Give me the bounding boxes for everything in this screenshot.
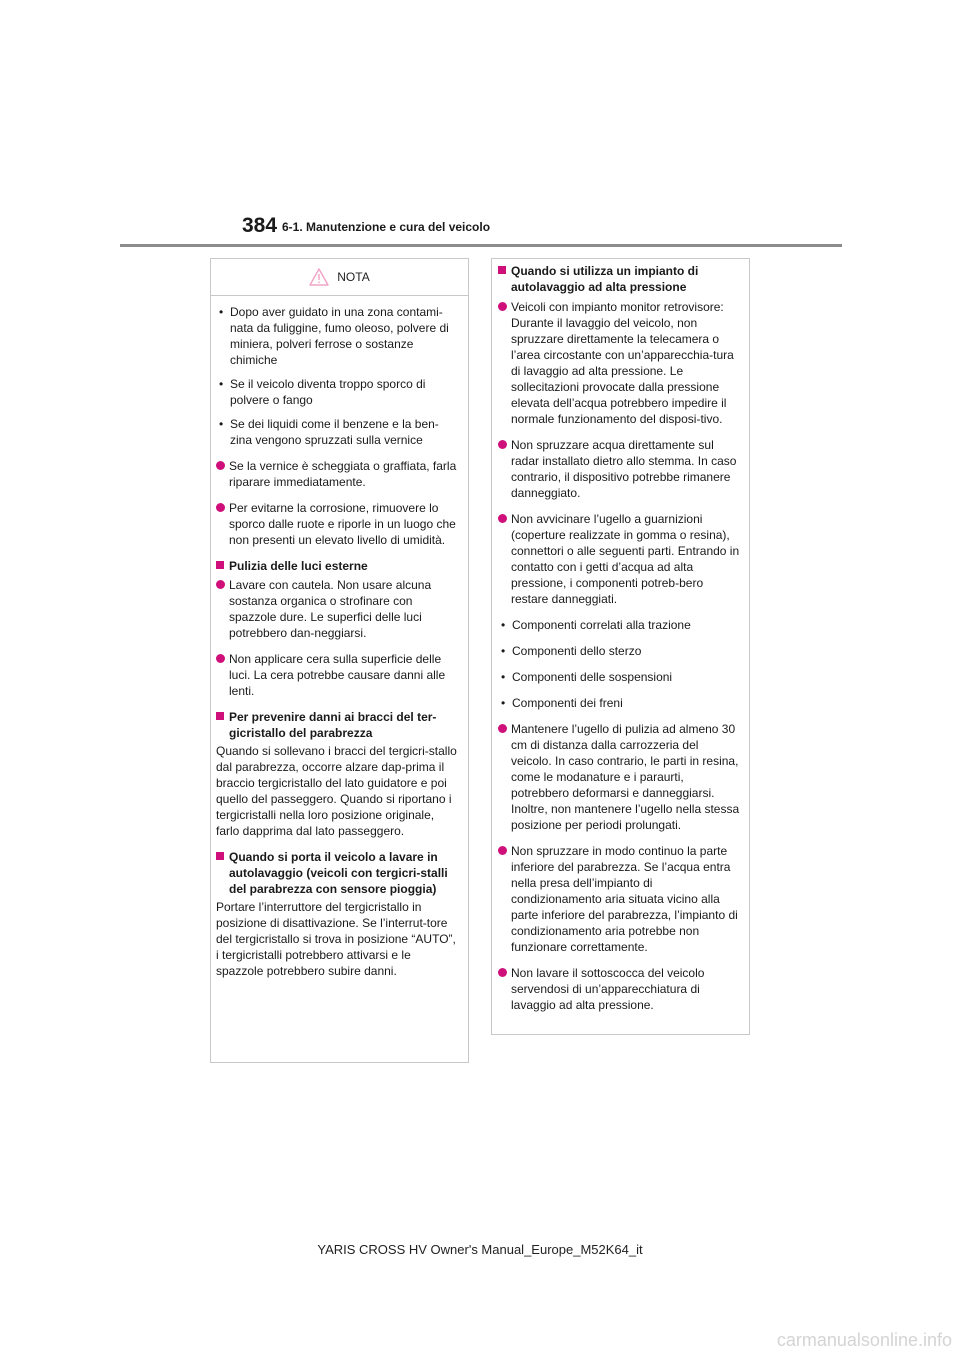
page-number: 384 [242,214,278,237]
bullet-dot-icon [498,846,507,855]
dash-item: • Se dei liquidi come il benzene e la ben-zina vengono spruzzati sulla vernice [216,416,458,448]
dash-item: • Componenti delle sospensioni [498,669,741,685]
bullet-item: Non lavare il sottoscocca del veicolo servendosi di un’apparecchiatura di lavaggio ad alta pressione. [498,965,741,1013]
bullet-item: Se la vernice è scheggiata o graffiata, farla riparare immediatamente. [216,458,458,490]
notice-box [210,258,469,1063]
bullet-item: Lavare con cautela. Non usare alcuna sostanza organica o strofinare con spazzole dure. Le superfici delle luci potrebbero dan-neggiarsi. [216,577,458,641]
dash-item: • Componenti dei freni [498,695,741,711]
bullet-dot-icon [216,654,225,663]
square-marker-icon [216,852,224,860]
warning-triangle-icon [309,268,329,286]
bullet-item: Non applicare cera sulla superficie delle luci. La cera potrebbe causare danni alle lenti. [216,651,458,699]
dash-item: • Componenti correlati alla trazione [498,617,741,633]
bullet-dot-icon [498,440,507,449]
square-marker-icon [498,266,506,274]
square-marker-icon [216,561,224,569]
bullet-item: Mantenere l’ugello di pulizia ad almeno 30 cm di distanza dalla carrozzeria del veicolo. In caso contrario, le parti in resina, come le modanature e i paraurti, potrebbero deformarsi e danneggiarsi. Inoltre, non mantenere l’ugello nella stessa posizione per periodi prolungati. [498,721,741,833]
watermark: carmanualsonline.info [776,1330,952,1350]
header-rule [120,244,842,247]
bullet-item: Per evitarne la corrosione, rimuovere lo sporco dalle ruote e riporle in un luogo che non presenti un elevato livello di umidità. [216,500,458,548]
subheading: Per prevenire danni ai bracci del ter-gicristallo del parabrezza [216,709,458,741]
bullet-dot-icon [498,724,507,733]
bullet-item: Non avvicinare l’ugello a guarnizioni (coperture realizzate in gomma o resina), connettori o alle seguenti parti. Entrando in contatto con i getti d’acqua ad alta pressione, i componenti potreb-bero restare danneggiati. [498,511,741,607]
notice-content [498,263,741,1013]
bullet-item: Non spruzzare in modo continuo la parte inferiore del parabrezza. Se l’acqua entra nella presa dell’impianto di condizionamento aria situata vicino alla parte inferiore del parabrezza, l’impianto di condizionamento aria potrebbe non funzionare correttamente. [498,843,741,955]
bullet-dot-icon [216,461,225,470]
notice-content [216,304,458,979]
bullet-dot-icon [498,968,507,977]
bullet-dot-icon [498,302,507,311]
notice-box-continued [491,258,750,1035]
notice-header [211,259,468,296]
page-footer: YARIS CROSS HV Owner's Manual_Europe_M52K64_it [317,1242,643,1257]
bullet-item: Non spruzzare acqua direttamente sul radar installato dietro allo stemma. In caso contrario, il dispositivo potrebbe rimanere danneggiato. [498,437,741,501]
dash-item: • Componenti dello sterzo [498,643,741,659]
bullet-dot-icon [216,503,225,512]
bullet-item: Veicoli con impianto monitor retrovisore: Durante il lavaggio del veicolo, non spruzzare direttamente la telecamera o l’area circostante con un’apparecchia-tura di lavaggio ad alta pressione. Le sollecitazioni provocate dalla pressione elevata dell’acqua potrebbero impedire il normale funzionamento del disposi-tivo. [498,299,741,427]
subheading: Quando si utilizza un impianto di autolavaggio ad alta pressione [498,263,741,295]
square-marker-icon [216,712,224,720]
subheading: Quando si porta il veicolo a lavare in autolavaggio (veicoli con tergicri-stalli del parabrezza con sensore pioggia) [216,849,458,897]
bullet-dot-icon [216,580,225,589]
notice-title: NOTA [337,270,370,284]
dash-item: • Se il veicolo diventa troppo sporco di polvere o fango [216,376,458,408]
paragraph: Portare l’interruttore del tergicristallo in posizione di disattivazione. Se l’interrut-tore del tergicristallo si trova in posizione “AUTO”, i tergicristalli potrebbero attivarsi e le spazzole potrebbero subire danni. [216,900,456,978]
section-title: 6-1. Manutenzione e cura del veicolo [282,220,491,234]
paragraph: Quando si sollevano i bracci del tergicri-stallo dal parabrezza, occorre alzare dap-prima il braccio tergicristallo del lato guidatore e poi quello del passeggero. Quando si riportano i tergicristalli nella loro posizione originale, farlo dapprima dal lato passeggero. [216,744,457,838]
bullet-dot-icon [498,514,507,523]
dash-item: • Dopo aver guidato in una zona contami-nata da fuliggine, fumo oleoso, polvere di miniera, polveri ferrose o sostanze chimiche [216,304,458,368]
subheading: Pulizia delle luci esterne [216,558,458,574]
